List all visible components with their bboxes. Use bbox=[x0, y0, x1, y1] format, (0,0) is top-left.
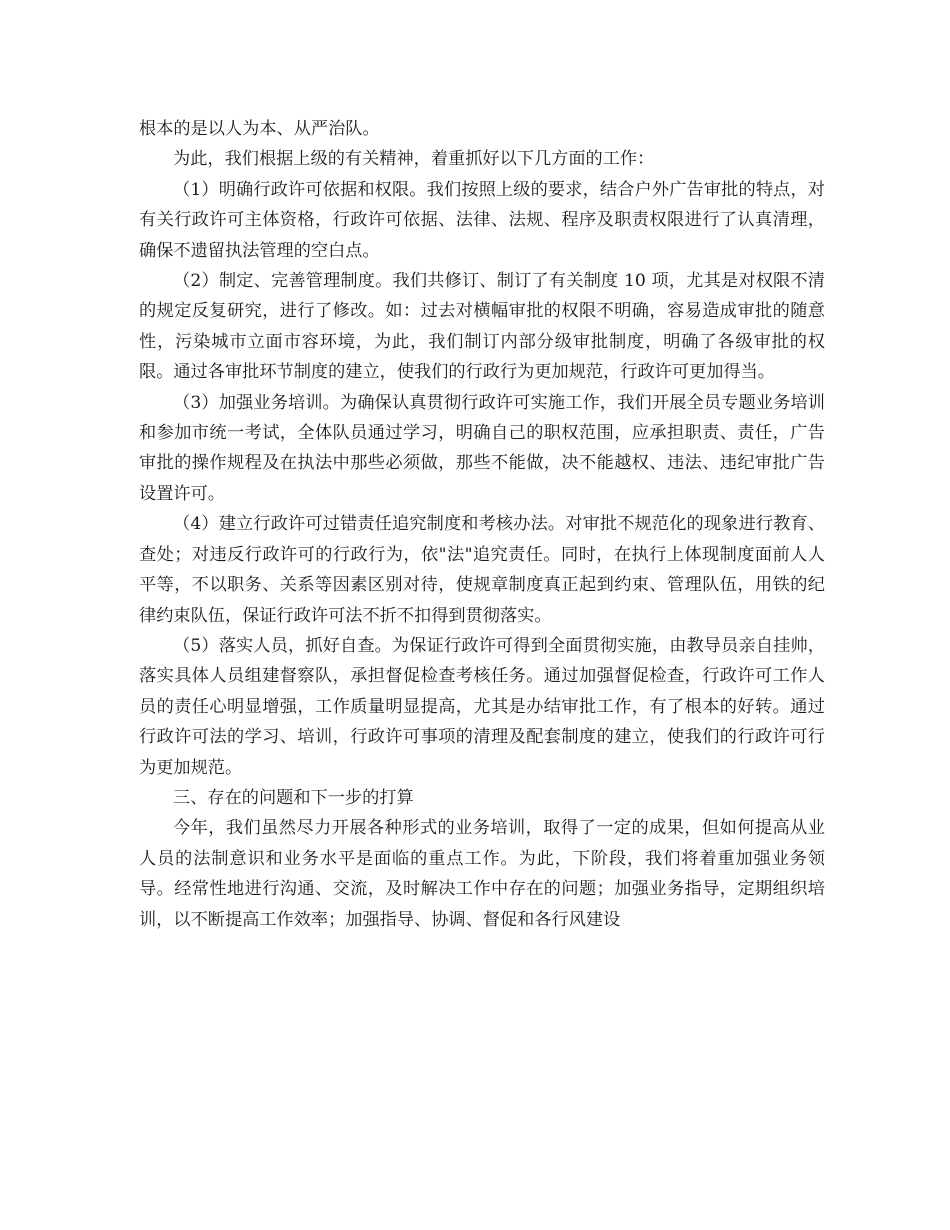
paragraph-item-5: （5）落实人员，抓好自查。为保证行政许可得到全面贯彻实施，由教导员亲自挂帅，落实具体人员组建督察队，承担督促检查考核任务。通过加强督促检查，行政许可工作人员的责任心明显增强，工作质量明显提高，尤其是办结审批工作，有了根本的好转。通过行政许可法的学习、培训，行政许可事项的清理及配套制度的建立，使我们的行政许可行为更加规范。 bbox=[139, 635, 825, 778]
document-body bbox=[139, 114, 825, 935]
paragraph-item-4: （4）建立行政许可过错责任追究制度和考核办法。对审批不规范化的现象进行教育、查处；对违反行政许可的行政行为，依"法"追究责任。同时，在执行上体现制度面前人人平等，不以职务、关系等因素区别对待，使规章制度真正起到约束、管理队伍，用铁的纪律约束队伍，保证行政许可法不折不扣得到贯彻落实。 bbox=[139, 514, 825, 626]
paragraph-lead-in: 为此，我们根据上级的有关精神，着重抓好以下几方面的工作： bbox=[173, 149, 655, 170]
paragraph-item-1: （1）明确行政许可依据和权限。我们按照上级的要求，结合户外广告审批的特点，对有关行政许可主体资格，行政许可依据、法律、法规、程序及职责权限进行了认真清理，确保不遗留执法管理的空白点。 bbox=[139, 179, 825, 261]
paragraph-item-2: （2）制定、完善管理制度。我们共修订、制订了有关制度 10 项，尤其是对权限不清的规定反复研究，进行了修改。如：过去对横幅审批的权限不明确，容易造成审批的随意性，污染城市立面市容环境，为此，我们制订内部分级审批制度，明确了各级审批的权限。通过各审批环节制度的建立，使我们的行政行为更加规范，行政许可更加得当。 bbox=[139, 271, 825, 383]
paragraph-item-3: （3）加强业务培训。为确保认真贯彻行政许可实施工作，我们开展全员专题业务培训和参加市统一考试，全体队员通过学习，明确自己的职权范围，应承担职责、责任，广告审批的操作规程及在执法中那些必须做，那些不能做，决不能越权、违法、违纪审批广告设置许可。 bbox=[139, 392, 825, 504]
paragraph-plans: 今年，我们虽然尽力开展各种形式的业务培训，取得了一定的成果，但如何提高从业人员的法制意识和业务水平是面临的重点工作。为此，下阶段，我们将着重加强业务领导。经常性地进行沟通、交流，及时解决工作中存在的问题；加强业务指导，定期组织培训，以不断提高工作效率；加强指导、协调、督促和各行风建设 bbox=[139, 818, 825, 930]
section-heading-problems: 三、存在的问题和下一步的打算 bbox=[173, 787, 414, 808]
paragraph-intro-end: 根本的是以人为本、从严治队。 bbox=[139, 119, 380, 139]
